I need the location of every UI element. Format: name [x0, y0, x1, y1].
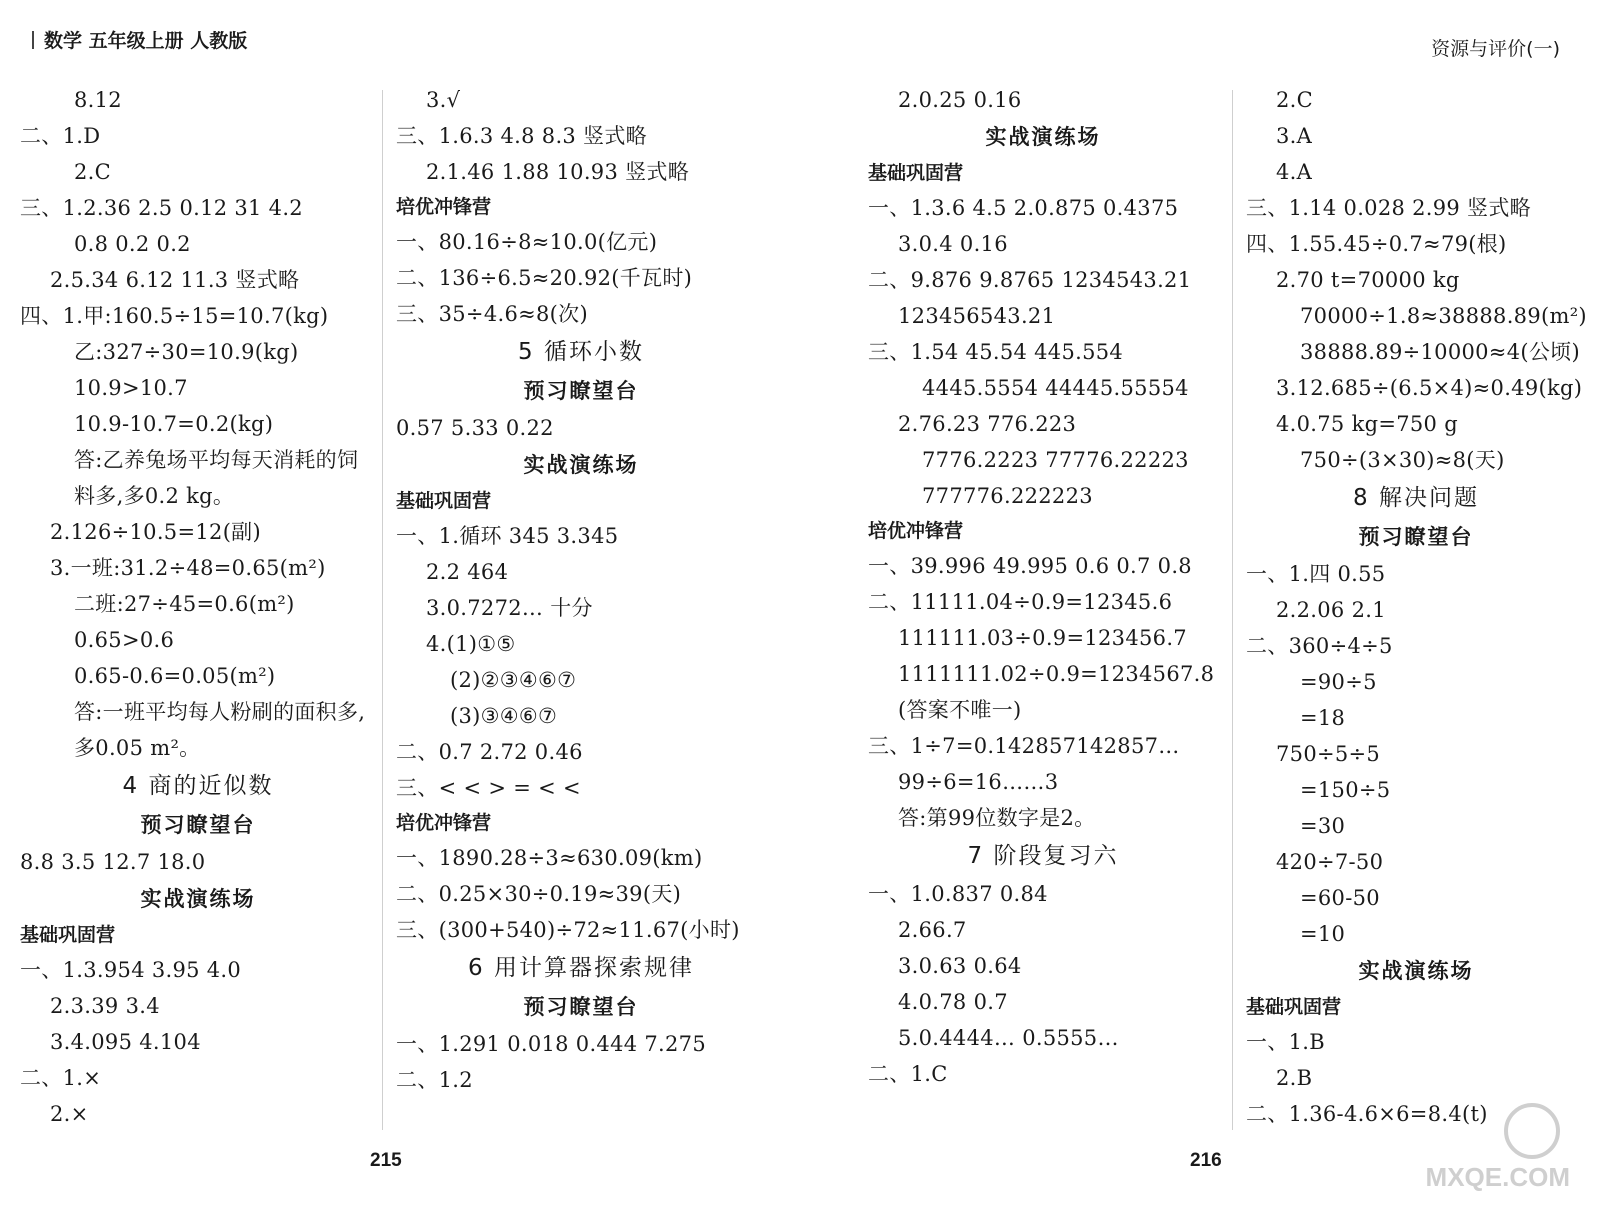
- header-bar: [32, 31, 34, 49]
- answer-line: 三、1.6.3 4.8 8.3 竖式略: [396, 124, 647, 148]
- section-title: 7 阶段复习六: [967, 843, 1119, 869]
- answer-line: 3.0.7272… 十分: [426, 596, 593, 620]
- answer-line: 2.C: [74, 160, 112, 184]
- answer-line: 3.√: [426, 88, 461, 112]
- answer-line: 10.9>10.7: [74, 376, 188, 400]
- answer-line: 8.8 3.5 12.7 18.0: [20, 850, 206, 874]
- answer-line: 4445.5554 44445.55554: [922, 376, 1189, 400]
- answer-line: 2.3.39 3.4: [50, 994, 160, 1018]
- answer-line: 二、1.×: [20, 1066, 102, 1090]
- answer-column-1: [20, 82, 376, 1132]
- answer-line: 三、1.14 0.028 2.99 竖式略: [1246, 196, 1531, 220]
- answer-line: 二、1.C: [868, 1062, 948, 1086]
- sub-section-title: 预习瞭望台: [523, 995, 639, 1019]
- watermark-logo: [1420, 1103, 1570, 1193]
- answer-line: 四、1.甲:160.5÷15=10.7(kg): [20, 304, 329, 328]
- answer-line: =30: [1300, 814, 1346, 838]
- answer-line: 0.57 5.33 0.22: [396, 416, 554, 440]
- answer-line: 2.0.25 0.16: [898, 88, 1022, 112]
- answer-line: 8.12: [74, 88, 122, 112]
- answer-line: 3.12.685÷(6.5×4)≈0.49(kg): [1276, 376, 1583, 400]
- answer-line: 3.0.63 0.64: [898, 954, 1022, 978]
- answer-line: 0.8 0.2 0.2: [74, 232, 191, 256]
- answer-line: 2.C: [1276, 88, 1314, 112]
- answer-line: 二班:27÷45=0.6(m²): [74, 592, 295, 616]
- category-heading: 培优冲锋营: [868, 520, 964, 542]
- answer-line: 三、35÷4.6≈8(次): [396, 302, 588, 326]
- answer-line: 一、80.16÷8≈10.0(亿元): [396, 230, 658, 254]
- answer-line: 2.2.06 2.1: [1276, 598, 1386, 622]
- answer-line: 二、9.876 9.8765 1234543.21: [868, 268, 1192, 292]
- answer-line: 3.A: [1276, 124, 1313, 148]
- answer-line: 一、1.0.837 0.84: [868, 882, 1048, 906]
- answer-line: 一、1890.28÷3≈630.09(km): [396, 846, 703, 870]
- answer-line: =90÷5: [1300, 670, 1377, 694]
- answer-line: =10: [1300, 922, 1346, 946]
- answer-line: 三、1÷7=0.142857142857…: [868, 734, 1180, 758]
- book-header-right: 资源与评价(一): [1431, 38, 1560, 60]
- answer-line: (3)③④⑥⑦: [450, 704, 558, 728]
- answer-line: 4.A: [1276, 160, 1313, 184]
- answer-line: 1111111.02÷0.9=1234567.8: [898, 662, 1215, 686]
- answer-line: 一、1.3.6 4.5 2.0.875 0.4375: [868, 196, 1179, 220]
- answer-line: 二、1.2: [396, 1068, 473, 1092]
- answer-line: 三、< < > = < <: [396, 776, 581, 800]
- answer-line: 二、1.D: [20, 124, 101, 148]
- answer-line: 一、1.四 0.55: [1246, 562, 1386, 586]
- answer-line: 2.5.34 6.12 11.3 竖式略: [50, 268, 300, 292]
- answer-line: 70000÷1.8≈38888.89(m²): [1300, 304, 1587, 328]
- answer-line: 二、136÷6.5≈20.92(千瓦时): [396, 266, 693, 290]
- answer-line: 111111.03÷0.9=123456.7: [898, 626, 1187, 650]
- category-heading: 基础巩固营: [396, 490, 492, 512]
- answer-line: 4.0.78 0.7: [898, 990, 1008, 1014]
- answer-line: 二、360÷4÷5: [1246, 634, 1393, 658]
- answer-line: 答:第99位数字是2。: [898, 806, 1096, 830]
- answer-line: 二、0.25×30÷0.19≈39(天): [396, 882, 682, 906]
- answer-line: 答:一班平均每人粉刷的面积多,: [74, 700, 366, 724]
- answer-line: 3.一班:31.2÷48=0.65(m²): [50, 556, 326, 580]
- answer-line: 2.1.46 1.88 10.93 竖式略: [426, 160, 689, 184]
- answer-line: 三、1.54 45.54 445.554: [868, 340, 1124, 364]
- answer-column-3: [868, 82, 1218, 1092]
- answer-line: 4.0.75 kg=750 g: [1276, 412, 1458, 436]
- answer-line: 一、1.3.954 3.95 4.0: [20, 958, 242, 982]
- answer-line: 2.66.7: [898, 918, 967, 942]
- column-divider: [1232, 90, 1233, 1130]
- answer-line: 3.4.095 4.104: [50, 1030, 201, 1054]
- answer-line: 99÷6=16……3: [898, 770, 1059, 794]
- sub-section-title: 实战演练场: [523, 453, 639, 477]
- answer-line: 2.2 464: [426, 560, 509, 584]
- answer-line: 2.126÷10.5=12(副): [50, 520, 261, 544]
- answer-line: 4.(1)①⑤: [426, 632, 516, 656]
- book-title: 数学 五年级上册 人教版: [44, 30, 248, 52]
- answer-line: 777776.222223: [922, 484, 1093, 508]
- answer-line: 答:乙养兔场平均每天消耗的饲: [74, 448, 359, 472]
- section-title: 5 循环小数: [518, 339, 644, 365]
- section-title: 8 解决问题: [1353, 485, 1479, 511]
- page-number-left: 215: [370, 1150, 402, 1171]
- answer-line: (2)②③④⑥⑦: [450, 668, 577, 692]
- answer-line: 2.76.23 776.223: [898, 412, 1077, 436]
- watermark-circle-icon: [1504, 1103, 1560, 1159]
- answer-line: 420÷7-50: [1276, 850, 1384, 874]
- answer-line: 0.65>0.6: [74, 628, 175, 652]
- answer-line: 多0.05 m²。: [74, 736, 201, 760]
- sub-section-title: 实战演练场: [140, 887, 256, 911]
- answer-line: 2.70 t=70000 kg: [1276, 268, 1460, 292]
- answer-line: =150÷5: [1300, 778, 1391, 802]
- answer-line: 一、39.996 49.995 0.6 0.7 0.8: [868, 554, 1192, 578]
- category-heading: 培优冲锋营: [396, 812, 492, 834]
- answer-line: 123456543.21: [898, 304, 1056, 328]
- category-heading: 培优冲锋营: [396, 196, 492, 218]
- column-divider: [382, 90, 383, 1130]
- category-heading: 基础巩固营: [20, 924, 116, 946]
- watermark-text: MXQE.COM: [1425, 1162, 1570, 1192]
- answer-line: 750÷5÷5: [1276, 742, 1381, 766]
- answer-line: 二、1.36-4.6×6=8.4(t): [1246, 1102, 1488, 1126]
- answer-line: 750÷(3×30)≈8(天): [1300, 448, 1505, 472]
- answer-column-2: [396, 82, 766, 1098]
- answer-line: 一、1.291 0.018 0.444 7.275: [396, 1032, 706, 1056]
- answer-column-4: [1246, 82, 1586, 1132]
- answer-line: 2.×: [50, 1102, 89, 1126]
- answer-line: 三、1.2.36 2.5 0.12 31 4.2: [20, 196, 303, 220]
- answer-line: (答案不唯一): [898, 698, 1022, 722]
- answer-line: 三、(300+540)÷72≈11.67(小时): [396, 918, 740, 942]
- sub-section-title: 实战演练场: [985, 125, 1101, 149]
- answer-line: 乙:327÷30=10.9(kg): [74, 340, 299, 364]
- category-heading: 基础巩固营: [868, 162, 964, 184]
- section-title: 6 用计算器探索规律: [468, 955, 694, 981]
- section-title: 4 商的近似数: [122, 773, 274, 799]
- category-heading: 基础巩固营: [1246, 996, 1342, 1018]
- sub-section-title: 预习瞭望台: [523, 379, 639, 403]
- answer-line: 10.9-10.7=0.2(kg): [74, 412, 274, 436]
- answer-line: =18: [1300, 706, 1346, 730]
- answer-line: 5.0.4444… 0.5555…: [898, 1026, 1119, 1050]
- answer-line: 一、1.B: [1246, 1030, 1325, 1054]
- answer-line: 二、0.7 2.72 0.46: [396, 740, 583, 764]
- answer-line: =60-50: [1300, 886, 1380, 910]
- answer-line: 7776.2223 77776.22223: [922, 448, 1189, 472]
- answer-line: 0.65-0.6=0.05(m²): [74, 664, 276, 688]
- book-header-left: [32, 26, 247, 53]
- answer-line: 2.B: [1276, 1066, 1313, 1090]
- answer-line: 二、11111.04÷0.9=12345.6: [868, 590, 1173, 614]
- sub-section-title: 预习瞭望台: [1358, 525, 1474, 549]
- answer-line: 一、1.循环 345 3.345: [396, 524, 619, 548]
- answer-line: 38888.89÷10000≈4(公顷): [1300, 340, 1580, 364]
- answer-line: 料多,多0.2 kg。: [74, 484, 235, 508]
- page-number-right: 216: [1190, 1150, 1222, 1171]
- answer-line: 3.0.4 0.16: [898, 232, 1008, 256]
- sub-section-title: 实战演练场: [1358, 959, 1474, 983]
- sub-section-title: 预习瞭望台: [140, 813, 256, 837]
- answer-line: 四、1.55.45÷0.7≈79(根): [1246, 232, 1507, 256]
